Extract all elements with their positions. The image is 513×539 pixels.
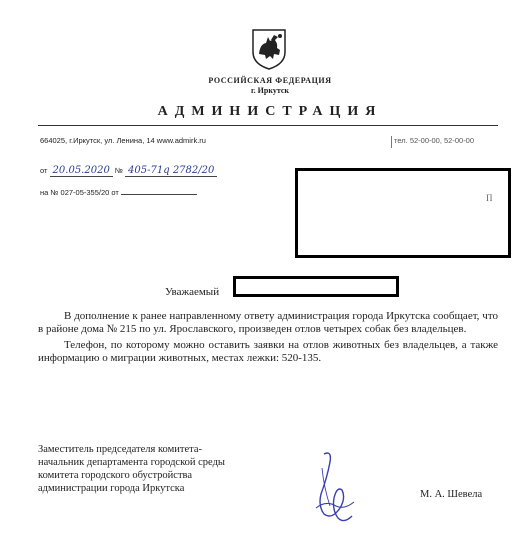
country-name: РОССИЙСКАЯ ФЕДЕРАЦИЯ <box>208 76 332 85</box>
redacted-recipient-name <box>233 276 399 297</box>
incoming-date-blank <box>121 187 197 195</box>
signatory-position <box>38 443 225 495</box>
incoming-reference <box>40 187 197 197</box>
position-line: Заместитель председателя комитета- <box>38 444 202 455</box>
body-paragraph: Телефон, по которому можно оставить заявки на отлов животных без владельцев, а также информацию о миграции животных, местах лежки: 520-135. <box>38 339 498 364</box>
signer-name: М. А. Шевела <box>420 489 483 500</box>
greeting: Уважаемый <box>165 286 220 298</box>
position-line: комитета городского обустройства <box>38 470 193 481</box>
number-prefix: № <box>114 166 123 175</box>
position-line: начальник департамента городской среды <box>38 457 225 468</box>
handwritten-signature-icon <box>310 448 356 526</box>
irkutsk-coat-of-arms-icon <box>251 28 287 70</box>
position-line: администрации города Иркутска <box>38 483 185 494</box>
letter-body <box>38 310 498 365</box>
letter-number: 405-71q 2782/20 <box>125 165 217 177</box>
redacted-recipient-block <box>295 168 511 258</box>
body-paragraph: В дополнение к ранее направленному ответу администрация города Иркутска сообщает, что в районе дома № 215 по ул. Ярославского, произведен отлов четырех собак без владельцев. <box>38 310 498 335</box>
phone-line: тел. 52-00-00, 52-00-00 <box>394 136 475 145</box>
city-name: г. Иркутск <box>250 86 290 95</box>
from-prefix: от <box>40 166 48 175</box>
organization-title: АДМИНИСТРАЦИЯ <box>157 104 383 119</box>
letter-date: 20.05.2020 <box>50 165 113 177</box>
address-line: 664025, г.Иркутск, ул. Ленина, 14 www.admirk.ru <box>40 136 206 145</box>
incoming-prefix: на № 027-05-355/20 от <box>40 188 119 197</box>
outgoing-reference <box>40 165 217 176</box>
side-mark: П <box>486 193 493 203</box>
header-divider <box>38 125 498 126</box>
